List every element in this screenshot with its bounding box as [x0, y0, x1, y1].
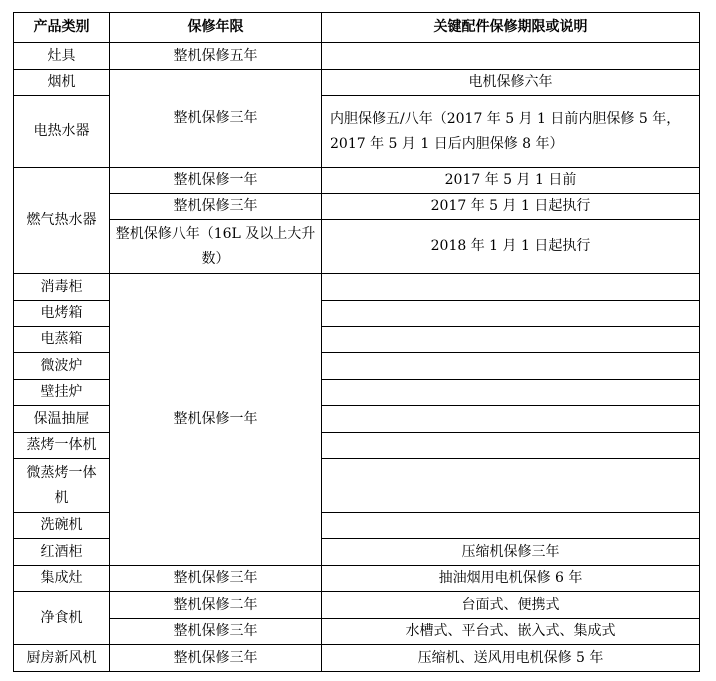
category-cell: 集成灶	[14, 566, 110, 592]
table-row	[14, 592, 700, 619]
period-cell: 整机保修五年	[110, 43, 322, 70]
notes-cell	[322, 433, 700, 459]
notes-cell: 2018 年 1 月 1 日起执行	[322, 220, 700, 274]
period-cell: 整机保修一年	[110, 274, 322, 566]
category-cell: 红酒柜	[14, 539, 110, 566]
category-line: 微蒸烤一体	[26, 464, 97, 481]
notes-cell	[322, 43, 700, 70]
table-row	[14, 274, 700, 301]
notes-cell	[322, 459, 700, 513]
category-cell: 电烤箱	[14, 301, 110, 327]
category-cell: 净食机	[14, 592, 110, 645]
notes-cell: 压缩机保修三年	[322, 539, 700, 566]
period-cell	[110, 220, 322, 274]
category-cell: 壁挂炉	[14, 380, 110, 406]
period-cell: 整机保修三年	[110, 619, 322, 645]
category-cell: 电热水器	[14, 96, 110, 168]
category-cell: 微波炉	[14, 353, 110, 380]
category-cell: 保温抽屉	[14, 406, 110, 433]
header-notes: 关键配件保修期限或说明	[322, 13, 700, 43]
category-line: 机	[54, 489, 69, 506]
table-row	[14, 220, 700, 274]
notes-cell	[322, 301, 700, 327]
table-row	[14, 619, 700, 645]
notes-cell: 压缩机、送风用电机保修 5 年	[322, 645, 700, 672]
header-category: 产品类别	[14, 13, 110, 43]
period-line: 整机保修八年（16L 及以上大升	[115, 225, 316, 242]
period-cell: 整机保修一年	[110, 168, 322, 194]
category-cell: 蒸烤一体机	[14, 433, 110, 459]
category-cell: 洗碗机	[14, 513, 110, 539]
category-cell: 烟机	[14, 70, 110, 96]
notes-cell	[322, 380, 700, 406]
notes-cell	[322, 274, 700, 301]
table-row	[14, 168, 700, 194]
notes-cell: 水槽式、平台式、嵌入式、集成式	[322, 619, 700, 645]
table-row	[14, 566, 700, 592]
period-cell: 整机保修三年	[110, 566, 322, 592]
notes-line: 内胆保修五/八年（2017 年 5 月 1 日前内胆保修 5 年，	[330, 110, 681, 127]
table-row	[14, 43, 700, 70]
notes-cell	[322, 327, 700, 353]
header-period: 保修年限	[110, 13, 322, 43]
notes-cell	[322, 353, 700, 380]
category-cell: 厨房新风机	[14, 645, 110, 672]
table-row	[14, 645, 700, 672]
category-cell: 灶具	[14, 43, 110, 70]
header-row	[14, 13, 700, 43]
category-cell: 消毒柜	[14, 274, 110, 301]
period-cell: 整机保修三年	[110, 194, 322, 220]
category-cell: 电蒸箱	[14, 327, 110, 353]
period-cell: 整机保修三年	[110, 70, 322, 168]
notes-cell	[322, 96, 700, 168]
notes-cell: 2017 年 5 月 1 日前	[322, 168, 700, 194]
notes-cell	[322, 513, 700, 539]
period-cell: 整机保修三年	[110, 645, 322, 672]
notes-line: 2017 年 5 月 1 日后内胆保修 8 年）	[330, 135, 564, 152]
category-cell	[14, 459, 110, 513]
notes-cell: 抽油烟用电机保修 6 年	[322, 566, 700, 592]
table-row	[14, 70, 700, 96]
category-cell: 燃气热水器	[14, 168, 110, 274]
notes-cell: 电机保修六年	[322, 70, 700, 96]
notes-cell	[322, 406, 700, 433]
notes-cell: 台面式、便携式	[322, 592, 700, 619]
period-cell: 整机保修二年	[110, 592, 322, 619]
warranty-table	[13, 12, 700, 672]
table-row	[14, 194, 700, 220]
period-line: 数）	[201, 250, 230, 267]
notes-cell: 2017 年 5 月 1 日起执行	[322, 194, 700, 220]
